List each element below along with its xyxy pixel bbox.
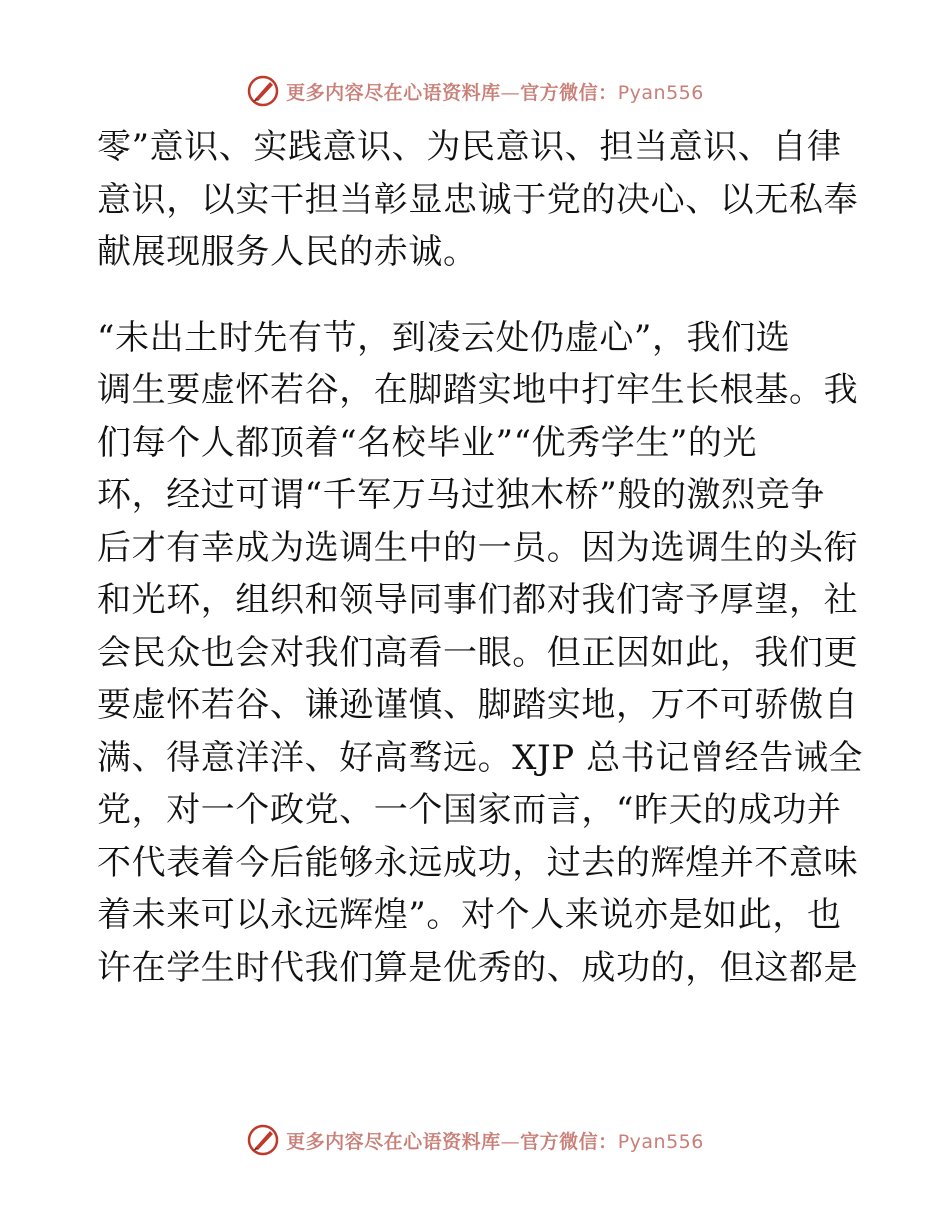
watermark-separator: — bbox=[500, 1130, 521, 1153]
header-watermark bbox=[0, 71, 950, 111]
document-body bbox=[97, 121, 863, 994]
text-line: 们每个人都顶着“名校毕业”“优秀学生”的光 bbox=[97, 422, 758, 463]
quill-pen-logo-icon bbox=[246, 74, 280, 108]
text-line: 不代表着今后能够永远成功，过去的辉煌并不意味 bbox=[97, 842, 859, 883]
text-line: 满、得意洋洋、好高骛远。XJP 总书记曾经告诫全 bbox=[97, 737, 863, 778]
quill-pen-logo-icon bbox=[246, 1123, 280, 1157]
watermark-wechat-id: Pyan556 bbox=[617, 1130, 704, 1153]
watermark-wechat-label: 官方微信： bbox=[520, 1130, 618, 1153]
watermark-wechat-label: 官方微信： bbox=[520, 81, 618, 104]
watermark-main: 更多内容尽在心语资料库 bbox=[286, 81, 501, 104]
text-line: “未出土时先有节，到凌云处仍虚心”，我们选 bbox=[97, 317, 791, 358]
paragraph-2 bbox=[97, 312, 863, 995]
paragraph-gap bbox=[97, 279, 857, 312]
watermark-separator: — bbox=[500, 81, 521, 104]
footer-watermark bbox=[0, 1120, 950, 1160]
text-line: 会民众也会对我们高看一眼。但正因如此，我们更 bbox=[97, 632, 859, 673]
watermark-main: 更多内容尽在心语资料库 bbox=[286, 1130, 501, 1153]
text-line: 着未来可以永远辉煌”。对个人来说亦是如此，也 bbox=[97, 895, 842, 935]
watermark-text bbox=[286, 78, 704, 105]
text-line: 要虚怀若谷、谦逊谨慎、脚踏实地，万不可骄傲自 bbox=[97, 685, 859, 725]
text-line: 意识，以实干担当彰显忠诚于党的决心、以无私奉 bbox=[97, 179, 859, 220]
text-line: 后才有幸成为选调生中的一员。因为选调生的头衔 bbox=[97, 527, 859, 568]
text-line: 和光环，组织和领导同事们都对我们寄予厚望，社 bbox=[97, 580, 859, 620]
paragraph-1 bbox=[97, 121, 857, 279]
text-line: 调生要虚怀若谷，在脚踏实地中打牢生长根基。我 bbox=[97, 370, 859, 410]
text-line: 党，对一个政党、一个国家而言，“昨天的成功并 bbox=[97, 790, 842, 830]
watermark-wechat-id: Pyan556 bbox=[617, 81, 704, 104]
text-line: 许在学生时代我们算是优秀的、成功的，但这都是 bbox=[97, 947, 859, 988]
text-line: 环，经过可谓“千军万马过独木桥”般的激烈竞争 bbox=[97, 475, 825, 515]
text-line: 零”意识、实践意识、为民意识、担当意识、自律 bbox=[97, 127, 842, 167]
watermark-text bbox=[286, 1127, 704, 1154]
text-line: 献展现服务人民的赤诚。 bbox=[97, 232, 478, 272]
